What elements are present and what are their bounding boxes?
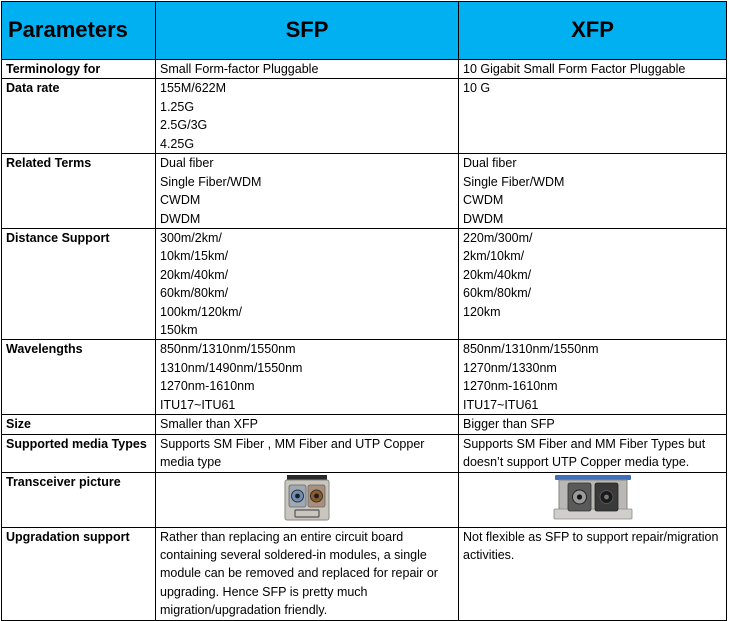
xfp-cell: Supports SM Fiber and MM Fiber Types but doesn’t support UTP Copper media type. [459,434,727,472]
xfp-cell: Dual fiber Single Fiber/WDM CWDM DWDM [459,154,727,229]
header-row [2,2,727,60]
row-related-terms [2,154,727,229]
xfp-cell: 10 Gigabit Small Form Factor Pluggable [459,60,727,79]
row-label: Distance Support [2,229,156,340]
row-label: Terminology for [2,60,156,79]
xfp-cell: 10 G [459,79,727,154]
xfp-cell [459,472,727,527]
comparison-table [1,1,727,621]
row-label: Transceiver picture [2,472,156,527]
row-wavelengths [2,340,727,415]
row-label: Related Terms [2,154,156,229]
xfp-cell: Not flexible as SFP to support repair/migration activities. [459,527,727,620]
row-label: Supported media Types [2,434,156,472]
header-sfp: SFP [156,2,459,60]
row-terminology [2,60,727,79]
sfp-cell: 155M/622M 1.25G 2.5G/3G 4.25G [156,79,459,154]
header-parameters: Parameters [2,2,156,60]
sfp-cell: Dual fiber Single Fiber/WDM CWDM DWDM [156,154,459,229]
xfp-transceiver-image [553,473,633,525]
row-supported-media-types [2,434,727,472]
xfp-cell: Bigger than SFP [459,415,727,434]
row-label: Wavelengths [2,340,156,415]
xfp-cell: 220m/300m/ 2km/10km/ 20km/40km/ 60km/80km/ 120km [459,229,727,340]
row-data-rate [2,79,727,154]
row-transceiver-picture [2,472,727,527]
sfp-cell: Small Form-factor Pluggable [156,60,459,79]
xfp-cell: 850nm/1310nm/1550nm 1270nm/1330nm 1270nm-1610nm ITU17~ITU61 [459,340,727,415]
row-label: Data rate [2,79,156,154]
sfp-cell: 850nm/1310nm/1550nm 1310nm/1490nm/1550nm 1270nm-1610nm ITU17~ITU61 [156,340,459,415]
sfp-cell: Supports SM Fiber , MM Fiber and UTP Copper media type [156,434,459,472]
row-label: Size [2,415,156,434]
row-upgradation-support [2,527,727,620]
sfp-cell: Rather than replacing an entire circuit board containing several soldered-in modules, a single module can be removed and replaced for repair or upgrading. Hence SFP is pretty much migration/upgradation friendly. [156,527,459,620]
row-distance-support [2,229,727,340]
row-size [2,415,727,434]
sfp-transceiver-image [281,473,333,525]
sfp-cell: 300m/2km/ 10km/15km/ 20km/40km/ 60km/80km/ 100km/120km/ 150km [156,229,459,340]
row-label: Upgradation support [2,527,156,620]
sfp-cell [156,472,459,527]
sfp-cell: Smaller than XFP [156,415,459,434]
header-xfp: XFP [459,2,727,60]
